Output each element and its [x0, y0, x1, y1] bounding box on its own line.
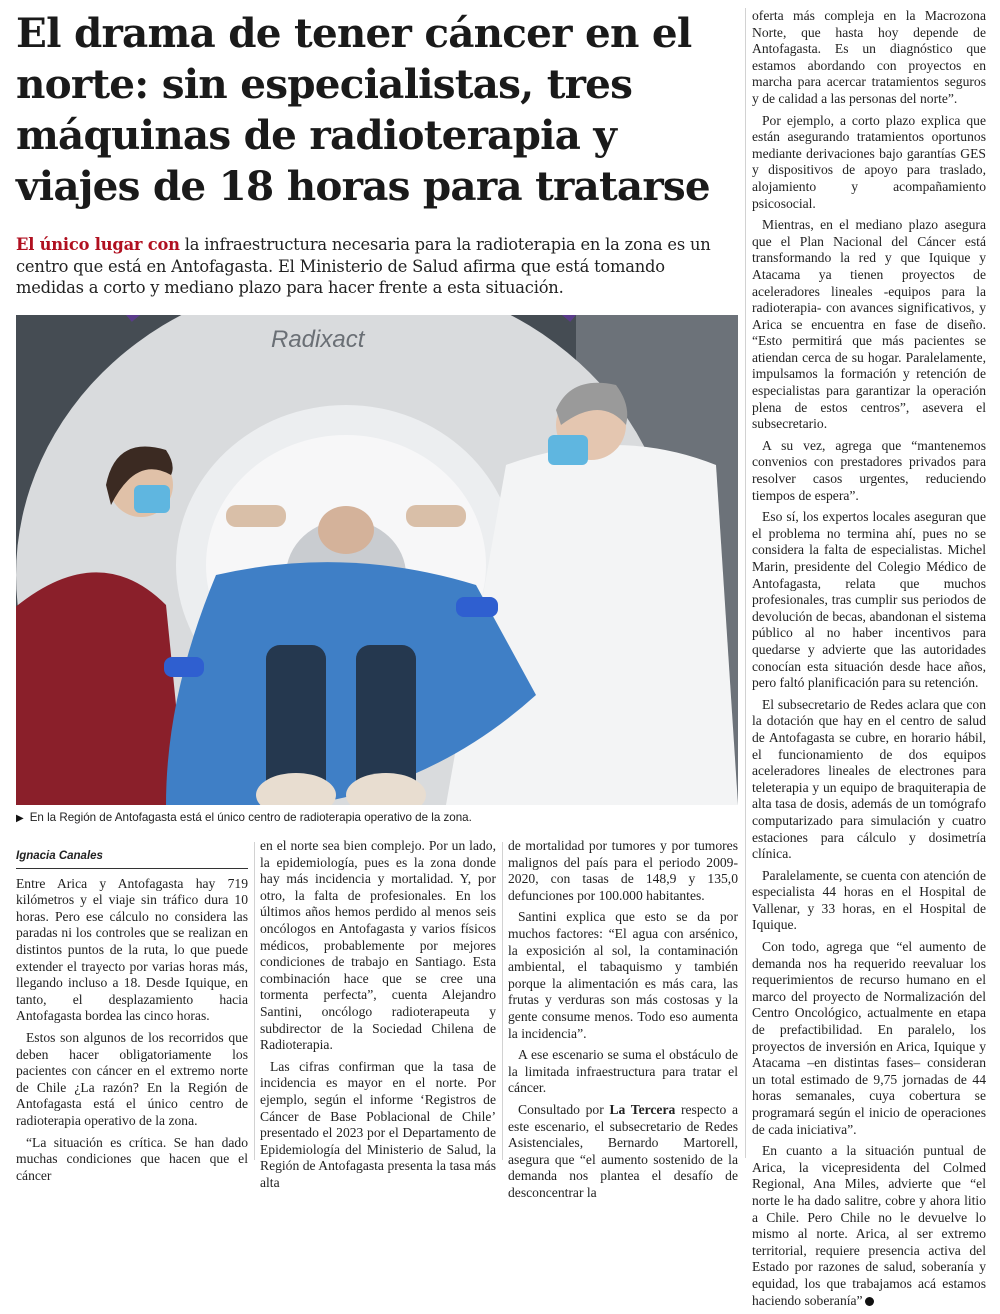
article-column-2: [260, 838, 496, 1196]
deck: [16, 234, 736, 299]
paragraph: Por ejemplo, a corto plazo explica que están asegurando tratamientos oportunos mediante derivaciones bajo garantías GES y dispositivos de apoyo para traslado, alojamiento y acompañamiento psicosocial.: [752, 112, 986, 211]
paragraph: en el norte sea bien complejo. Por un lado, la epidemiología, pues es la zona donde hay más incidencia y mortalidad. Y, por otro, la falta de profesionales. En los últimos años hemos perdido al menos seis oncólogos en Antofagasta y varios físicos médicos, probablemente por mejores condiciones de trabajo en Santiago. Esta combinación hace que se cree una tormenta perfecta”, cuenta Alejandro Santini, oncólogo radioterapeuta y subdirector de la Sociedad Chilena de Radioterapia.: [260, 838, 496, 1053]
paragraph-text: En cuanto a la situación puntual de Arica, la vicepresidenta del Colmed Regional, Ana Miles, advierte que “el norte le ha dado salitre, cobre y ahora litio a Chile. Pero Chile no le devuelve lo mismo al norte. Arica, al ser extremo territorial, requiere presencia activa del Estado por razones de salud, soberanía y equidad, los que trabajamos acá estamos haciendo soberanía”: [752, 1143, 986, 1308]
paragraph: Con todo, agrega que “el aumento de demanda nos ha requerido reevaluar los requerimientos de recurso humano en el marco del proyecto de Normalización del Centro Oncológico, actualmente en etapa de prefactibilidad. En paralelo, los proyectos de inversión en Arica, Iquique y Atacama –en distintas fases– consideran un total estimado de 9,75 jornadas de 44 horas semanales, cuya cobertura se programará según el inicio de operaciones de cada iniciativa”.: [752, 939, 986, 1137]
paragraph: A su vez, agrega que “mantenemos convenios con prestadores privados para resolver casos urgentes, reduciendo tiempos de espera”.: [752, 437, 986, 503]
photo-caption: [16, 811, 738, 826]
paragraph: Paralelamente, se cuenta con atención de especialista 44 horas en el Hospital de Vallenar, y 33 horas, en el Hospital de Iquique.: [752, 867, 986, 933]
paragraph: [752, 1143, 986, 1309]
column-divider: [745, 8, 746, 1158]
main-photo: [16, 315, 738, 805]
caption-arrow-icon: ▶: [16, 813, 24, 824]
paragraph: Estos son algunos de los recorridos que deben hacer obligatoriamente los pacientes con cáncer en el extremo norte de Chile ¿La razón? En la Región de Antofagasta está el único centro de radioterapia operativo de la zona.: [16, 1029, 248, 1128]
paragraph: de mortalidad por tumores y por tumores malignos del país para el periodo 2009-2020, con tasas de 148,9 y 135,0 defunciones por 100.000 habitantes.: [508, 838, 738, 903]
column-divider: [502, 842, 503, 1160]
paragraph-text: respecto a este escenario, el subsecretario de Redes Asistenciales, Bernardo Martorell, asegura que “el aumento sostenido de la demanda nos plantea el desafío de desconcentrar la: [508, 1101, 738, 1200]
paragraph: Entre Arica y Antofagasta hay 719 kilómetros y el viaje sin tráfico dura 10 horas. Pero ese cálculo no considera las paradas ni los controles que se realizan en distintos puntos de la ruta, lo que puede extender el trayecto por varias horas más, llegando incluso a 18. Desde Iquique, en tanto, el desplazamiento hacia Antofagasta bordea las cinco horas.: [16, 875, 248, 1024]
deck-text: la infraestructura necesaria para la radioterapia en la zona es un centro que está en Antofagasta. El Ministerio de Salud afirma que está tomando medidas a corto y mediano plazo para hacer frente a esta situación.: [16, 235, 711, 297]
paragraph: Eso sí, los expertos locales aseguran que el problema no termina ahí, pues no se considera la falta de especialistas. Michel Marin, presidente del Colegio Médico de Antofagasta, relata que muchos profesionales, tras cumplir sus periodos de devolución de becas, abandonan el sistema público al no haber incentivos para quedarse y advierte que las autoridades conocían esta situación desde hace años, pero faltó planificación para su retención.: [752, 509, 986, 691]
paragraph: Las cifras confirman que la tasa de incidencia es mayor en el norte. Por ejemplo, según el informe ‘Registros de Cáncer de Base Poblacional de Chile’ presentado el 2023 por el Departamento de Epidemiología del Ministerio de Salud, la Región de Antofagasta presenta la tasa más alta: [260, 1058, 496, 1190]
paragraph: A ese escenario se suma el obstáculo de la limitada infraestructura para tratar el cáncer.: [508, 1047, 738, 1096]
paragraph: Mientras, en el mediano plazo asegura que el Plan Nacional del Cáncer está transformando la red y que Iquique y Atacama ya tienen proyectos de aceleradores lineales -equipos para la radioterapia- con avances significativos, y Arica se encuentra en fase de diseño. “Esto permitirá que más pacientes se atiendan cerca de su hogar. Paralelamente, impulsamos la formación y retención de especialistas para garantizar la operación plena de estos centros”, asevera el subsecretario.: [752, 217, 986, 432]
headline: El drama de tener cáncer en el norte: sin especialistas, tres máquinas de radioterapia y viajes de 18 horas para tratarse: [16, 9, 710, 210]
caption-text: En la Región de Antofagasta está el único centro de radioterapia operativo de la zona.: [29, 811, 472, 824]
article-column-4: [752, 8, 986, 1314]
deck-lead: El único lugar con: [16, 235, 180, 254]
paragraph: El subsecretario de Redes aclara que con la dotación que hay en el centro de salud de Antofagasta se cubre, en horario hábil, el funcionamiento de dos equipos aceleradores lineales de electrones para teleterapia y un equipo de braquiterapia de alta tasa de dosis, además de un tomógrafo computarizado para simulación y cuatro estaciones para cálculo y dosimetría clínica.: [752, 696, 986, 862]
article-column-3: [508, 838, 738, 1206]
machine-label: Radixact: [271, 326, 365, 353]
paragraph: oferta más compleja en la Macrozona Norte, que hasta hoy depende de Antofagasta. Es un diagnóstico que estamos abordando con proyectos en marcha para acercar tratamientos seguros y de calidad a las personas del norte”.: [752, 8, 986, 106]
newspaper-name: La Tercera: [609, 1101, 676, 1117]
column-divider: [254, 842, 255, 1160]
paragraph: “La situación es crítica. Se han dado muchas condiciones que hacen que el cáncer: [16, 1134, 248, 1183]
byline: Ignacia Canales: [16, 848, 248, 869]
end-mark-icon: [865, 1297, 874, 1306]
article-column-1: [16, 848, 248, 1189]
paragraph: Santini explica que esto se da por muchos factores: “El agua con arsénico, la exposición al sol, la contaminación ambiental, el tabaquismo y también porque la alimentación es más cara, las frutas y verduras son más costosas y la gente consume menos. Todo eso aumenta la incidencia”.: [508, 909, 738, 1041]
radiotherapy-photo-illustration: [16, 315, 738, 805]
paragraph: [508, 1102, 738, 1202]
paragraph-text: Consultado por: [518, 1101, 610, 1117]
